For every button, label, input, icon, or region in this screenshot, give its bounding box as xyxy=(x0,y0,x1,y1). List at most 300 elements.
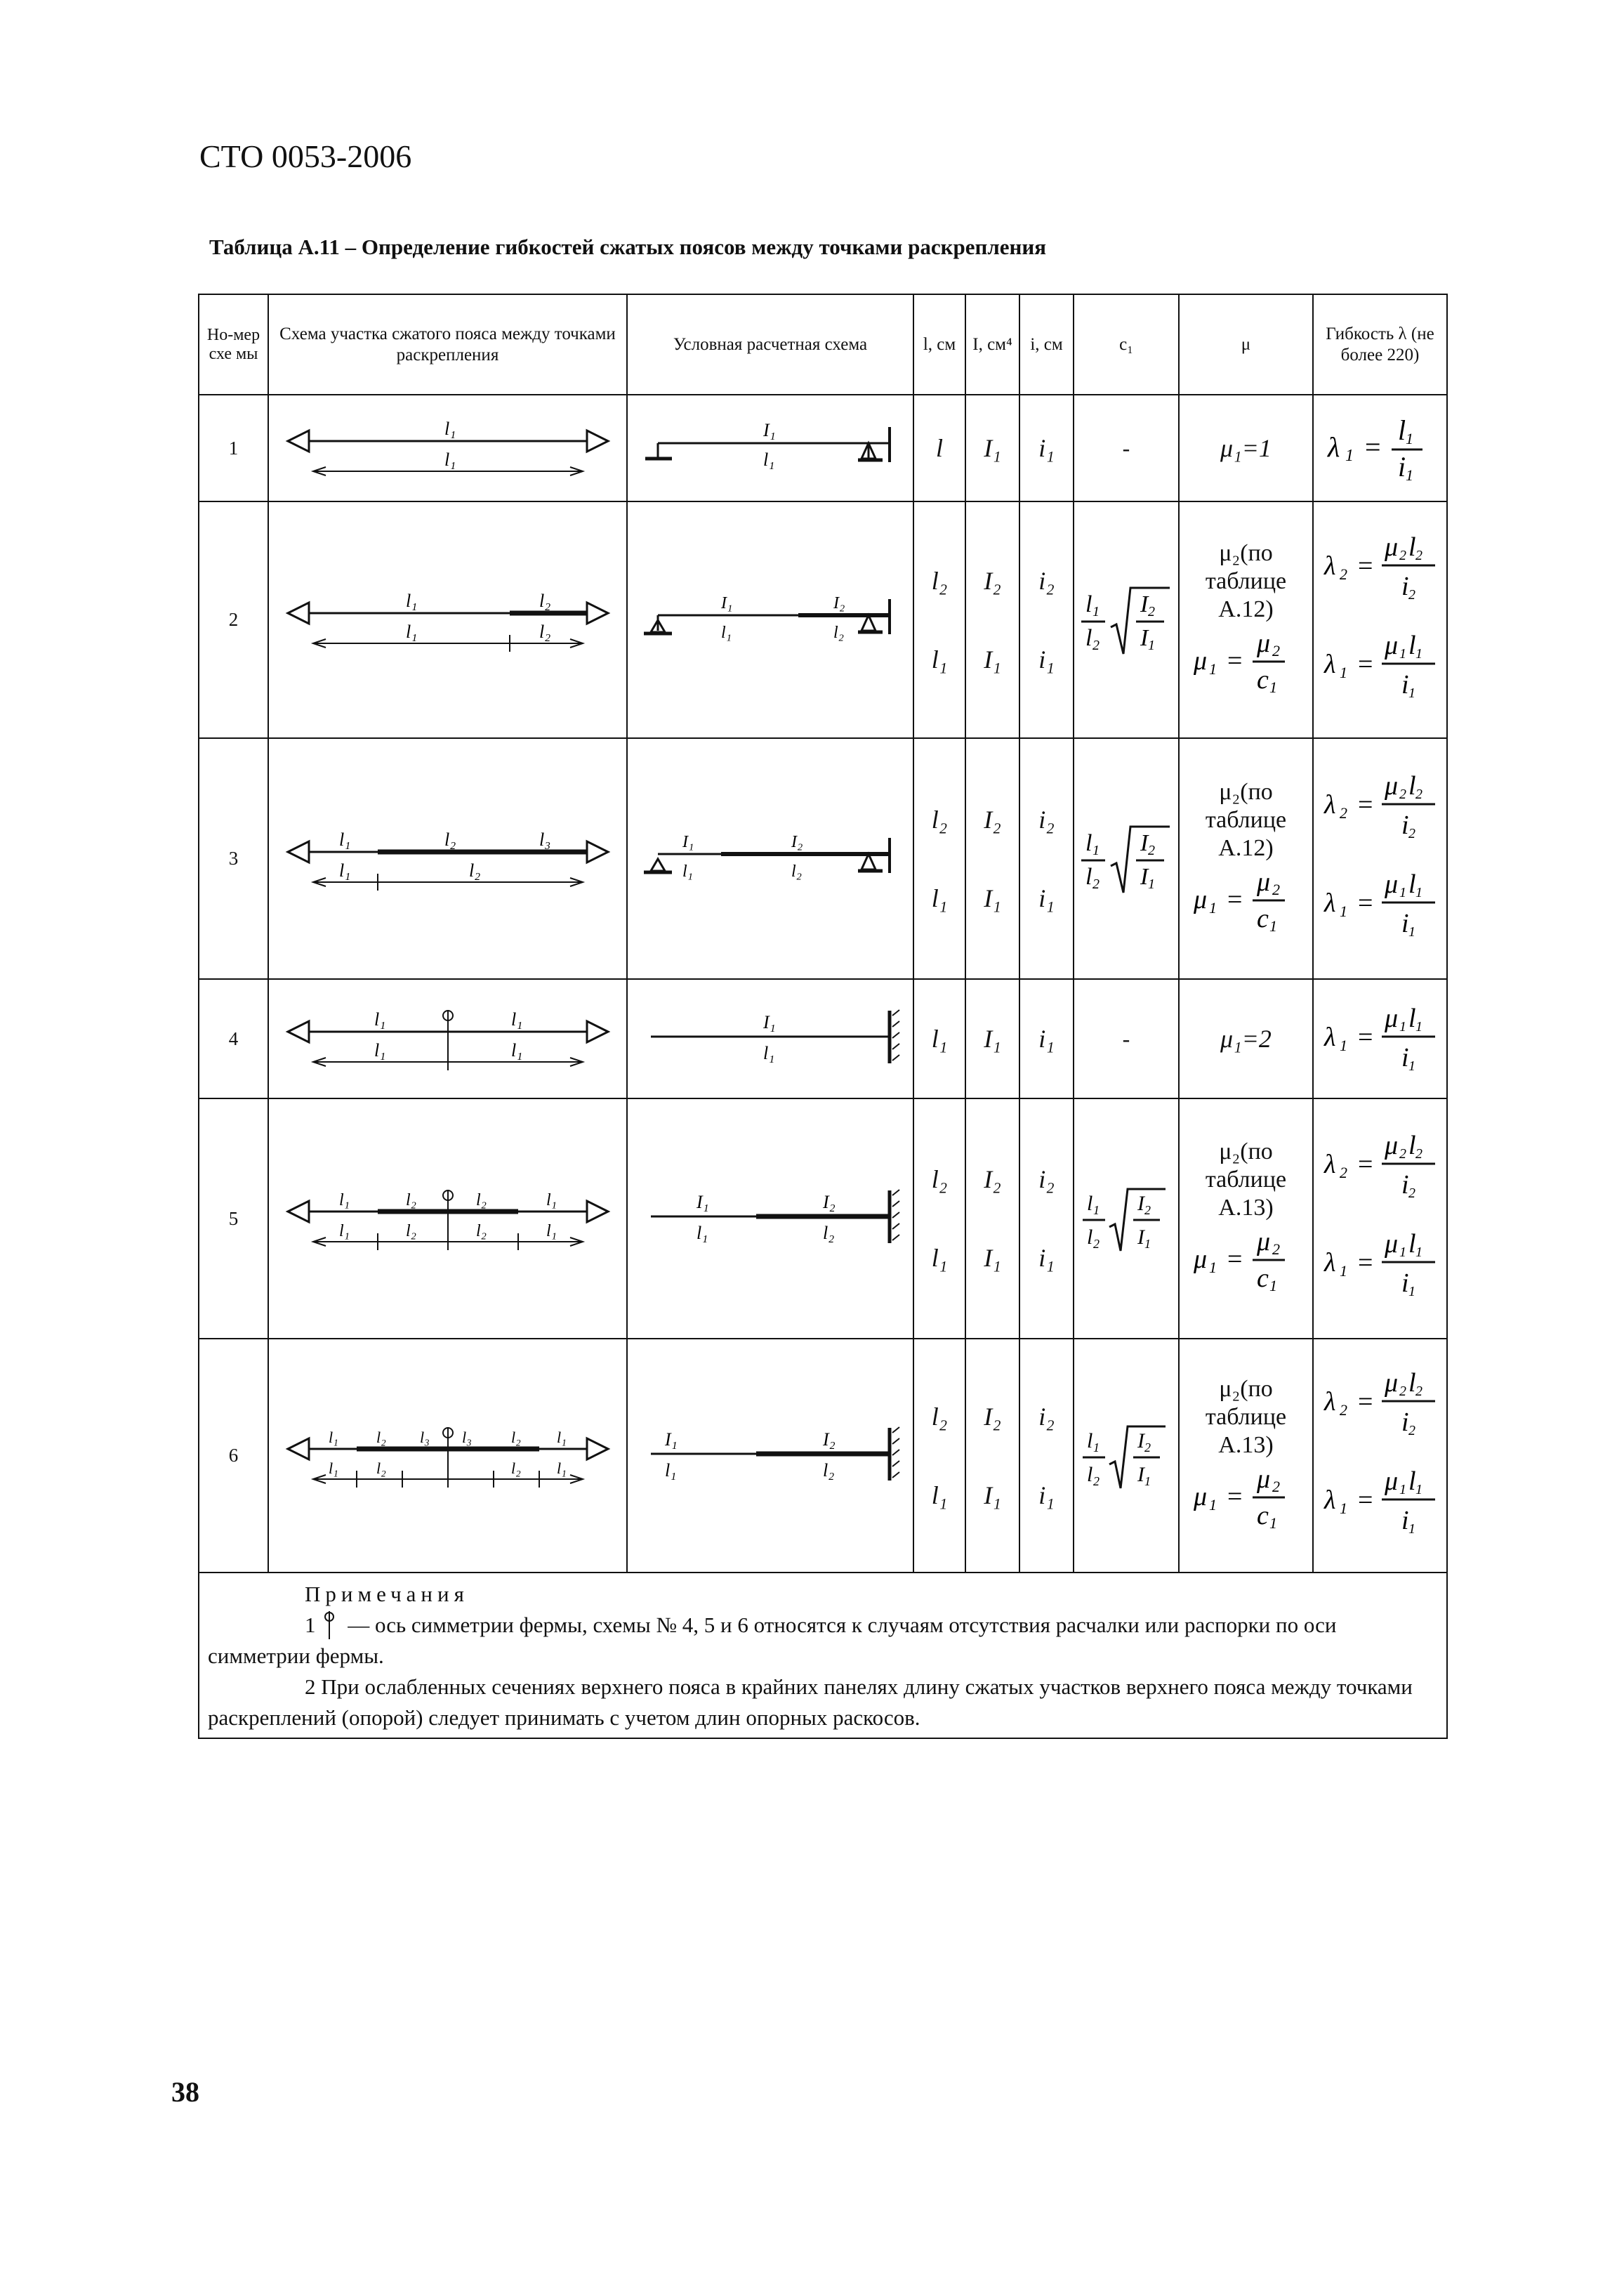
svg-text:1: 1 xyxy=(1415,1481,1422,1497)
notes-title: Примечания xyxy=(305,1582,469,1606)
mu-text: μ₂(по таблице А.12) xyxy=(1205,778,1287,861)
c1-formula-2 xyxy=(1077,578,1175,662)
svg-text:2: 2 xyxy=(1339,1164,1347,1181)
svg-text:1: 1 xyxy=(1345,447,1354,465)
svg-text:l₃: l₃ xyxy=(461,1428,472,1446)
svg-text:l₁: l₁ xyxy=(682,862,694,881)
svg-text:2: 2 xyxy=(1408,1422,1415,1438)
svg-text:2: 2 xyxy=(1415,1146,1422,1162)
cell-c: - xyxy=(1074,979,1179,1098)
header-mu: μ xyxy=(1179,294,1313,395)
svg-text:l: l xyxy=(1087,1192,1093,1215)
notes-row xyxy=(199,1573,1447,1738)
svg-text:1: 1 xyxy=(1093,1203,1100,1217)
svg-text:1: 1 xyxy=(1399,1245,1406,1260)
table-row xyxy=(199,501,1447,738)
cell-mu xyxy=(1179,501,1313,738)
svg-text:1: 1 xyxy=(1399,884,1406,900)
svg-text:2: 2 xyxy=(1272,1240,1280,1258)
svg-text:1: 1 xyxy=(1339,1499,1347,1517)
scheme-diagram xyxy=(268,979,627,1098)
chord-scheme-5-svg xyxy=(272,1180,623,1257)
svg-text:λ: λ xyxy=(1323,888,1335,918)
svg-text:l: l xyxy=(1397,414,1406,446)
svg-text:2: 2 xyxy=(1272,1477,1280,1495)
svg-text:i: i xyxy=(1401,1505,1409,1535)
row-number: 1 xyxy=(199,395,268,501)
svg-text:2: 2 xyxy=(1415,1383,1422,1399)
svg-text:μ: μ xyxy=(1384,532,1398,562)
note-1-number: 1 xyxy=(305,1613,316,1637)
svg-text:1: 1 xyxy=(1399,1481,1406,1497)
svg-text:1: 1 xyxy=(1408,924,1415,940)
header-num: Но-мер схе мы xyxy=(199,294,268,395)
svg-text:μ: μ xyxy=(1384,869,1398,899)
design-diagram xyxy=(627,738,913,979)
svg-text:1: 1 xyxy=(1339,1037,1347,1054)
design-scheme-3-svg xyxy=(630,820,911,898)
cell-i: i₂ i₁ xyxy=(1019,1098,1074,1339)
cell-lambda xyxy=(1313,979,1447,1098)
c1-formula-6 xyxy=(1077,1414,1175,1498)
svg-text:I₂: I₂ xyxy=(791,832,803,851)
svg-text:1: 1 xyxy=(1408,685,1415,701)
svg-text:l₁: l₁ xyxy=(374,1040,385,1061)
table-row xyxy=(199,738,1447,979)
cell-I: I₁ xyxy=(965,395,1019,501)
svg-text:I₂: I₂ xyxy=(823,1192,836,1212)
svg-text:c: c xyxy=(1256,1500,1269,1530)
svg-text:μ: μ xyxy=(1256,1464,1270,1494)
svg-text:1: 1 xyxy=(1269,678,1277,696)
svg-text:c: c xyxy=(1256,903,1269,933)
cell-l: l₂ l₁ xyxy=(913,738,965,979)
svg-text:l₂: l₂ xyxy=(791,862,803,881)
svg-text:μ: μ xyxy=(1193,1481,1207,1511)
svg-text:i: i xyxy=(1397,451,1406,483)
svg-text:=: = xyxy=(1357,1386,1373,1417)
mu1-formula-2 xyxy=(1187,624,1306,701)
c1-formula-5 xyxy=(1077,1176,1175,1261)
svg-text:=: = xyxy=(1357,1150,1373,1179)
note-2: 2 При ослабленных сечениях верхнего пояса в крайних панелях длину сжатых участков верхнего пояса между точками раскреплений (опорой) следует принимать с учетом длин опорных раскосов. xyxy=(208,1674,1413,1730)
svg-text:μ: μ xyxy=(1384,1004,1398,1033)
chord-scheme-6-svg xyxy=(272,1417,623,1495)
cell-i: i₂ i₁ xyxy=(1019,738,1074,979)
svg-text:i: i xyxy=(1401,1170,1409,1200)
svg-text:2: 2 xyxy=(1148,603,1155,619)
row-number: 3 xyxy=(199,738,268,979)
svg-text:l₁: l₁ xyxy=(405,621,417,642)
svg-text:l₁: l₁ xyxy=(665,1459,677,1481)
svg-text:I: I xyxy=(1140,591,1149,617)
svg-text:1: 1 xyxy=(1148,637,1155,653)
svg-text:2: 2 xyxy=(1415,786,1422,802)
svg-text:μ: μ xyxy=(1384,1131,1398,1160)
svg-text:l₁: l₁ xyxy=(338,829,350,850)
svg-text:i: i xyxy=(1401,1268,1409,1298)
mu1-formula-5 xyxy=(1187,1222,1306,1299)
svg-text:1: 1 xyxy=(1399,645,1406,662)
cell-mu xyxy=(1179,1098,1313,1339)
svg-text:=: = xyxy=(1227,884,1242,914)
svg-text:1: 1 xyxy=(1408,1521,1415,1537)
svg-text:=: = xyxy=(1227,645,1242,676)
flexibility-table xyxy=(198,294,1448,1739)
svg-text:1: 1 xyxy=(1415,1245,1422,1260)
svg-text:λ: λ xyxy=(1323,1386,1335,1417)
svg-text:l: l xyxy=(1087,1226,1093,1249)
svg-text:l₂: l₂ xyxy=(376,1459,386,1477)
svg-text:1: 1 xyxy=(1408,1284,1415,1299)
cell-l: l₂ l₁ xyxy=(913,1098,965,1339)
svg-text:2: 2 xyxy=(1339,803,1347,822)
scheme-diagram xyxy=(268,395,627,501)
svg-text:i: i xyxy=(1401,1043,1409,1072)
svg-text:1: 1 xyxy=(1269,917,1277,935)
svg-text:=: = xyxy=(1357,1023,1373,1052)
svg-text:i: i xyxy=(1401,669,1409,700)
svg-text:μ: μ xyxy=(1193,884,1207,914)
svg-text:1: 1 xyxy=(1092,603,1100,619)
cell-I: I₂ I₁ xyxy=(965,738,1019,979)
svg-text:1: 1 xyxy=(1144,1473,1151,1488)
svg-text:l₁: l₁ xyxy=(444,449,456,470)
svg-text:2: 2 xyxy=(1408,1186,1415,1201)
svg-text:2: 2 xyxy=(1272,880,1280,898)
svg-text:1: 1 xyxy=(1144,1237,1151,1251)
svg-text:λ: λ xyxy=(1323,1150,1335,1179)
svg-text:I: I xyxy=(1140,829,1149,856)
table-row xyxy=(199,1098,1447,1339)
svg-text:μ: μ xyxy=(1256,628,1270,658)
svg-text:I: I xyxy=(1137,1226,1144,1249)
cell-c xyxy=(1074,738,1179,979)
svg-text:l: l xyxy=(1408,1004,1416,1033)
cell-lambda xyxy=(1313,738,1447,979)
svg-text:1: 1 xyxy=(1339,902,1347,920)
svg-text:l₂: l₂ xyxy=(539,621,550,642)
header-lambda: Гибкость λ (не более 220) xyxy=(1313,294,1447,395)
svg-text:2: 2 xyxy=(1339,1400,1347,1419)
svg-text:I₁: I₁ xyxy=(697,1192,709,1212)
svg-text:μ: μ xyxy=(1384,1466,1398,1496)
svg-text:l₁: l₁ xyxy=(338,860,350,881)
design-scheme-6-svg xyxy=(630,1417,911,1495)
svg-text:l: l xyxy=(1087,1429,1093,1452)
svg-text:l: l xyxy=(1408,1466,1416,1496)
svg-text:=: = xyxy=(1227,1481,1242,1511)
svg-text:l₁: l₁ xyxy=(510,1040,522,1061)
svg-text:l: l xyxy=(1408,532,1416,562)
table-row xyxy=(199,1339,1447,1573)
svg-text:μ: μ xyxy=(1384,1229,1398,1259)
row-number: 6 xyxy=(199,1339,268,1573)
svg-text:l₁: l₁ xyxy=(338,1191,350,1209)
svg-text:λ: λ xyxy=(1323,789,1335,820)
cell-c: - xyxy=(1074,395,1179,501)
svg-text:1: 1 xyxy=(1405,430,1413,447)
design-diagram xyxy=(627,1098,913,1339)
cell-mu: μ₁=1 xyxy=(1179,395,1313,501)
mu-text: μ₂(по таблице А.13) xyxy=(1205,1138,1287,1221)
svg-text:2: 2 xyxy=(1144,1440,1151,1455)
cell-c xyxy=(1074,501,1179,738)
svg-text:1: 1 xyxy=(1092,842,1100,858)
svg-text:l: l xyxy=(1408,630,1416,660)
svg-text:l₂: l₂ xyxy=(405,1191,416,1209)
svg-text:l₃: l₃ xyxy=(539,829,550,850)
design-scheme-2-svg xyxy=(630,582,911,659)
row-number: 2 xyxy=(199,501,268,738)
svg-text:l₂: l₂ xyxy=(539,590,550,611)
svg-text:l₃: l₃ xyxy=(419,1428,430,1446)
design-diagram xyxy=(627,1339,913,1573)
svg-text:l: l xyxy=(1085,829,1092,856)
mu-text: μ₂(по таблице А.12) xyxy=(1205,539,1287,622)
svg-text:l₁: l₁ xyxy=(546,1222,557,1240)
lambda-formula-2 xyxy=(1317,522,1444,718)
svg-text:1: 1 xyxy=(1093,1440,1100,1455)
svg-text:I₁: I₁ xyxy=(763,1012,776,1032)
row-number: 4 xyxy=(199,979,268,1098)
svg-text:i: i xyxy=(1401,1407,1409,1437)
lambda-formula-4 xyxy=(1317,993,1444,1084)
cell-lambda xyxy=(1313,1339,1447,1573)
svg-text:1: 1 xyxy=(1405,466,1413,484)
svg-text:l: l xyxy=(1085,624,1092,651)
svg-text:=: = xyxy=(1357,1248,1373,1278)
svg-text:i: i xyxy=(1401,908,1409,938)
svg-text:=: = xyxy=(1364,431,1381,463)
note-1 xyxy=(208,1610,1438,1672)
svg-text:2: 2 xyxy=(1093,1473,1100,1488)
cell-l: l₁ xyxy=(913,979,965,1098)
table-caption: Таблица А.11 – Определение гибкостей сжатых поясов между точками раскрепления xyxy=(209,235,1046,259)
cell-l: l₂ l₁ xyxy=(913,1339,965,1573)
lambda-formula-5 xyxy=(1317,1120,1444,1317)
svg-text:=: = xyxy=(1357,888,1373,918)
svg-text:λ: λ xyxy=(1323,1248,1335,1278)
cell-mu: μ₁=2 xyxy=(1179,979,1313,1098)
svg-text:l: l xyxy=(1085,591,1092,617)
svg-text:I: I xyxy=(1140,624,1149,651)
cell-c xyxy=(1074,1098,1179,1339)
svg-text:l₂: l₂ xyxy=(376,1428,386,1446)
cell-c xyxy=(1074,1339,1179,1573)
svg-text:1: 1 xyxy=(1148,876,1155,892)
svg-text:I: I xyxy=(1140,863,1149,890)
document-header: СТО 0053-2006 xyxy=(199,138,412,174)
svg-text:2: 2 xyxy=(1339,565,1347,583)
svg-text:=: = xyxy=(1357,649,1373,679)
svg-text:l₂: l₂ xyxy=(833,623,845,642)
svg-text:l₂: l₂ xyxy=(823,1459,835,1481)
cell-I: I₂ I₁ xyxy=(965,1098,1019,1339)
svg-text:1: 1 xyxy=(1269,1277,1277,1294)
svg-text:=: = xyxy=(1227,1245,1242,1274)
note-1-text: — ось симметрии фермы, схемы № 4, 5 и 6 относятся к случаям отсутствия расчалки или распорки по оси симметрии фермы. xyxy=(208,1613,1337,1668)
chord-scheme-2-svg xyxy=(272,582,623,659)
chord-scheme-3-svg xyxy=(272,820,623,898)
svg-text:=: = xyxy=(1357,789,1373,820)
scheme-diagram xyxy=(268,738,627,979)
cell-i: i₂ i₁ xyxy=(1019,501,1074,738)
header-l: l, см xyxy=(913,294,965,395)
header-design: Условная расчетная схема xyxy=(627,294,913,395)
cell-lambda xyxy=(1313,501,1447,738)
svg-text:l₁: l₁ xyxy=(556,1428,567,1446)
lambda-formula-1 xyxy=(1317,406,1444,490)
svg-text:I₁: I₁ xyxy=(665,1429,678,1450)
svg-text:l₁: l₁ xyxy=(697,1223,708,1243)
svg-text:2: 2 xyxy=(1093,1237,1100,1251)
svg-text:2: 2 xyxy=(1092,637,1100,653)
svg-text:2: 2 xyxy=(1092,876,1100,892)
svg-text:I: I xyxy=(1137,1192,1144,1215)
svg-text:λ: λ xyxy=(1327,431,1340,463)
cell-l: l₂ l₁ xyxy=(913,501,965,738)
design-diagram xyxy=(627,979,913,1098)
svg-text:I: I xyxy=(1137,1429,1144,1452)
svg-text:1: 1 xyxy=(1415,1019,1422,1035)
svg-text:I₂: I₂ xyxy=(823,1429,836,1450)
svg-text:l₁: l₁ xyxy=(556,1459,567,1477)
svg-text:l: l xyxy=(1408,1131,1416,1160)
cell-i: i₁ xyxy=(1019,979,1074,1098)
svg-text:1: 1 xyxy=(1208,1495,1217,1514)
svg-text:2: 2 xyxy=(1408,825,1415,841)
cell-I: I₂ I₁ xyxy=(965,501,1019,738)
svg-text:I₁: I₁ xyxy=(721,593,733,612)
svg-text:1: 1 xyxy=(1208,659,1217,678)
svg-text:1: 1 xyxy=(1415,645,1422,662)
svg-text:l₂: l₂ xyxy=(468,860,480,881)
svg-text:1: 1 xyxy=(1339,1262,1347,1280)
table-row xyxy=(199,395,1447,501)
chord-scheme-4-svg xyxy=(272,1000,623,1077)
lambda-formula-6 xyxy=(1317,1358,1444,1554)
svg-text:l₁: l₁ xyxy=(405,590,417,611)
svg-text:l₂: l₂ xyxy=(444,829,456,850)
row-number: 5 xyxy=(199,1098,268,1339)
cell-lambda xyxy=(1313,1098,1447,1339)
svg-text:l₂: l₂ xyxy=(405,1222,416,1240)
svg-text:2: 2 xyxy=(1144,1203,1151,1217)
svg-text:I₁: I₁ xyxy=(763,420,776,440)
design-diagram xyxy=(627,395,913,501)
svg-text:l₁: l₁ xyxy=(374,1009,385,1030)
table-row xyxy=(199,979,1447,1098)
svg-text:l₁: l₁ xyxy=(328,1428,338,1446)
c1-formula-3 xyxy=(1077,817,1175,901)
svg-text:l₁: l₁ xyxy=(721,623,732,642)
svg-text:l: l xyxy=(1408,1367,1416,1398)
chord-scheme-1-svg xyxy=(272,409,623,487)
header-scheme: Схема участка сжатого пояса между точками раскрепления xyxy=(268,294,627,395)
svg-text:l₁: l₁ xyxy=(546,1191,557,1209)
svg-text:l₁: l₁ xyxy=(328,1459,338,1477)
cell-mu xyxy=(1179,1339,1313,1573)
svg-text:l₂: l₂ xyxy=(510,1459,521,1477)
cell-I: I₁ xyxy=(965,979,1019,1098)
svg-text:l: l xyxy=(1087,1462,1093,1486)
svg-text:1: 1 xyxy=(1408,1058,1415,1074)
svg-text:μ: μ xyxy=(1193,645,1207,676)
svg-text:l₂: l₂ xyxy=(475,1191,487,1209)
table-notes xyxy=(199,1573,1447,1738)
cell-i: i₁ xyxy=(1019,395,1074,501)
header-I: I, см⁴ xyxy=(965,294,1019,395)
cell-I: I₂ I₁ xyxy=(965,1339,1019,1573)
svg-text:2: 2 xyxy=(1399,1383,1406,1399)
svg-text:l₂: l₂ xyxy=(475,1222,487,1240)
svg-text:i: i xyxy=(1401,810,1409,840)
svg-text:l₁: l₁ xyxy=(338,1222,350,1240)
svg-text:1: 1 xyxy=(1208,1259,1217,1276)
svg-text:2: 2 xyxy=(1399,786,1406,802)
svg-text:2: 2 xyxy=(1148,842,1155,858)
cell-lambda xyxy=(1313,395,1447,501)
svg-text:μ: μ xyxy=(1384,630,1398,660)
header-i: i, см xyxy=(1019,294,1074,395)
header-row xyxy=(199,294,1447,395)
svg-text:μ: μ xyxy=(1193,1245,1207,1274)
svg-text:l: l xyxy=(1408,869,1416,899)
svg-text:i: i xyxy=(1401,571,1409,601)
design-scheme-5-svg xyxy=(630,1180,911,1257)
page-number: 38 xyxy=(171,2076,199,2108)
scheme-diagram xyxy=(268,1339,627,1573)
lambda-formula-3 xyxy=(1317,761,1444,957)
svg-text:l₂: l₂ xyxy=(823,1223,835,1243)
svg-text:1: 1 xyxy=(1339,663,1347,681)
svg-text:l₁: l₁ xyxy=(763,1043,775,1063)
svg-text:I₁: I₁ xyxy=(682,832,694,851)
svg-text:l: l xyxy=(1408,770,1416,801)
svg-text:2: 2 xyxy=(1399,547,1406,563)
svg-text:l₁: l₁ xyxy=(444,419,456,439)
cell-i: i₂ i₁ xyxy=(1019,1339,1074,1573)
svg-text:λ: λ xyxy=(1323,1023,1335,1052)
svg-text:l: l xyxy=(1085,863,1092,890)
svg-text:c: c xyxy=(1256,664,1269,695)
svg-text:μ: μ xyxy=(1256,867,1270,897)
design-diagram xyxy=(627,501,913,738)
svg-text:2: 2 xyxy=(1399,1146,1406,1162)
svg-text:1: 1 xyxy=(1208,898,1217,917)
mu1-formula-3 xyxy=(1187,862,1306,940)
svg-text:=: = xyxy=(1357,551,1373,581)
design-scheme-4-svg xyxy=(630,1000,911,1077)
scheme-diagram xyxy=(268,1098,627,1339)
svg-text:1: 1 xyxy=(1269,1514,1277,1532)
svg-text:c: c xyxy=(1256,1263,1269,1293)
svg-text:=: = xyxy=(1357,1485,1373,1515)
header-c: c₁ xyxy=(1074,294,1179,395)
svg-text:μ: μ xyxy=(1384,770,1398,801)
symmetry-axis-icon xyxy=(319,1610,340,1641)
svg-text:λ: λ xyxy=(1323,1485,1335,1515)
design-scheme-1-svg xyxy=(630,409,911,487)
svg-text:μ: μ xyxy=(1256,1227,1270,1256)
svg-text:I₂: I₂ xyxy=(833,593,845,612)
svg-text:μ: μ xyxy=(1384,1367,1398,1398)
svg-text:λ: λ xyxy=(1323,649,1335,679)
svg-text:λ: λ xyxy=(1323,551,1335,581)
cell-l: l xyxy=(913,395,965,501)
svg-text:l₁: l₁ xyxy=(763,449,775,470)
